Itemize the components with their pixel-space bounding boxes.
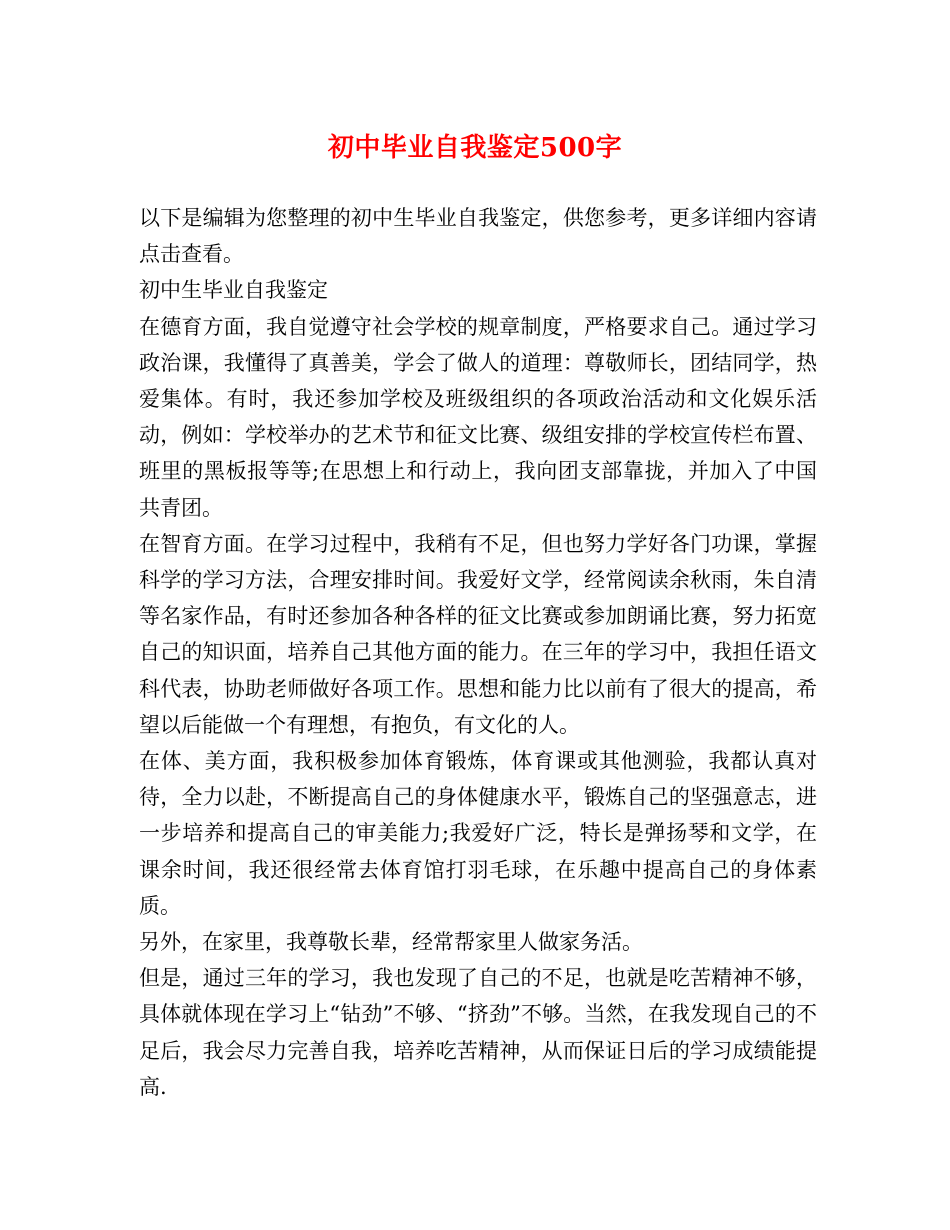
intellectual-education-paragraph: 在智育方面。在学习过程中，我稍有不足，但也努力学好各门功课，掌握科学的学习方法，合理安排时间。我爱好文学，经常阅读余秋雨，朱自清等名家作品，有时还参加各种各样的征文比赛或参加朗诵比赛，努力拓宽自己的知识面，培养自己其他方面的能力。在三年的学习中，我担任语文科代表，协助老师做好各项工作。思想和能力比以前有了很大的提高，希望以后能做一个有理想，有抱负，有文化的人。 xyxy=(139,531,817,737)
moral-education-paragraph: 在德育方面，我自觉遵守社会学校的规章制度，严格要求自己。通过学习政治课，我懂得了真善美，学会了做人的道理：尊敬师长，团结同学，热爱集体。有时，我还参加学校及班级组织的各项政治活动和文化娱乐活动，例如：学校举办的艺术节和征文比赛、级组安排的学校宣传栏布置、班里的黑板报等等;在思想上和行动上，我向团支部靠拢，并加入了中国共青团。 xyxy=(139,314,817,520)
document-body xyxy=(139,200,817,1105)
physical-aesthetic-paragraph: 在体、美方面，我积极参加体育锻炼，体育课或其他测验，我都认真对待，全力以赴，不断提高自己的身体健康水平，锻炼自己的坚强意志，进一步培养和提高自己的审美能力;我爱好广泛，特长是弹扬琴和文学，在课余时间，我还很经常去体育馆打羽毛球，在乐趣中提高自己的身体素质。 xyxy=(139,749,817,918)
document-title: 初中毕业自我鉴定500字 xyxy=(327,133,623,163)
family-paragraph: 另外，在家里，我尊敬长辈，经常帮家里人做家务活。 xyxy=(139,930,643,955)
intro-paragraph: 以下是编辑为您整理的初中生毕业自我鉴定，供您参考，更多详细内容请点击查看。 xyxy=(139,206,817,267)
section-heading: 初中生毕业自我鉴定 xyxy=(139,278,328,303)
shortcomings-paragraph: 但是，通过三年的学习，我也发现了自己的不足，也就是吃苦精神不够，具体就体现在学习上“钻劲”不够、“挤劲”不够。当然，在我发现自己的不足后，我会尽力完善自我，培养吃苦精神，从而保证日后的学习成绩能提高. xyxy=(139,966,817,1099)
